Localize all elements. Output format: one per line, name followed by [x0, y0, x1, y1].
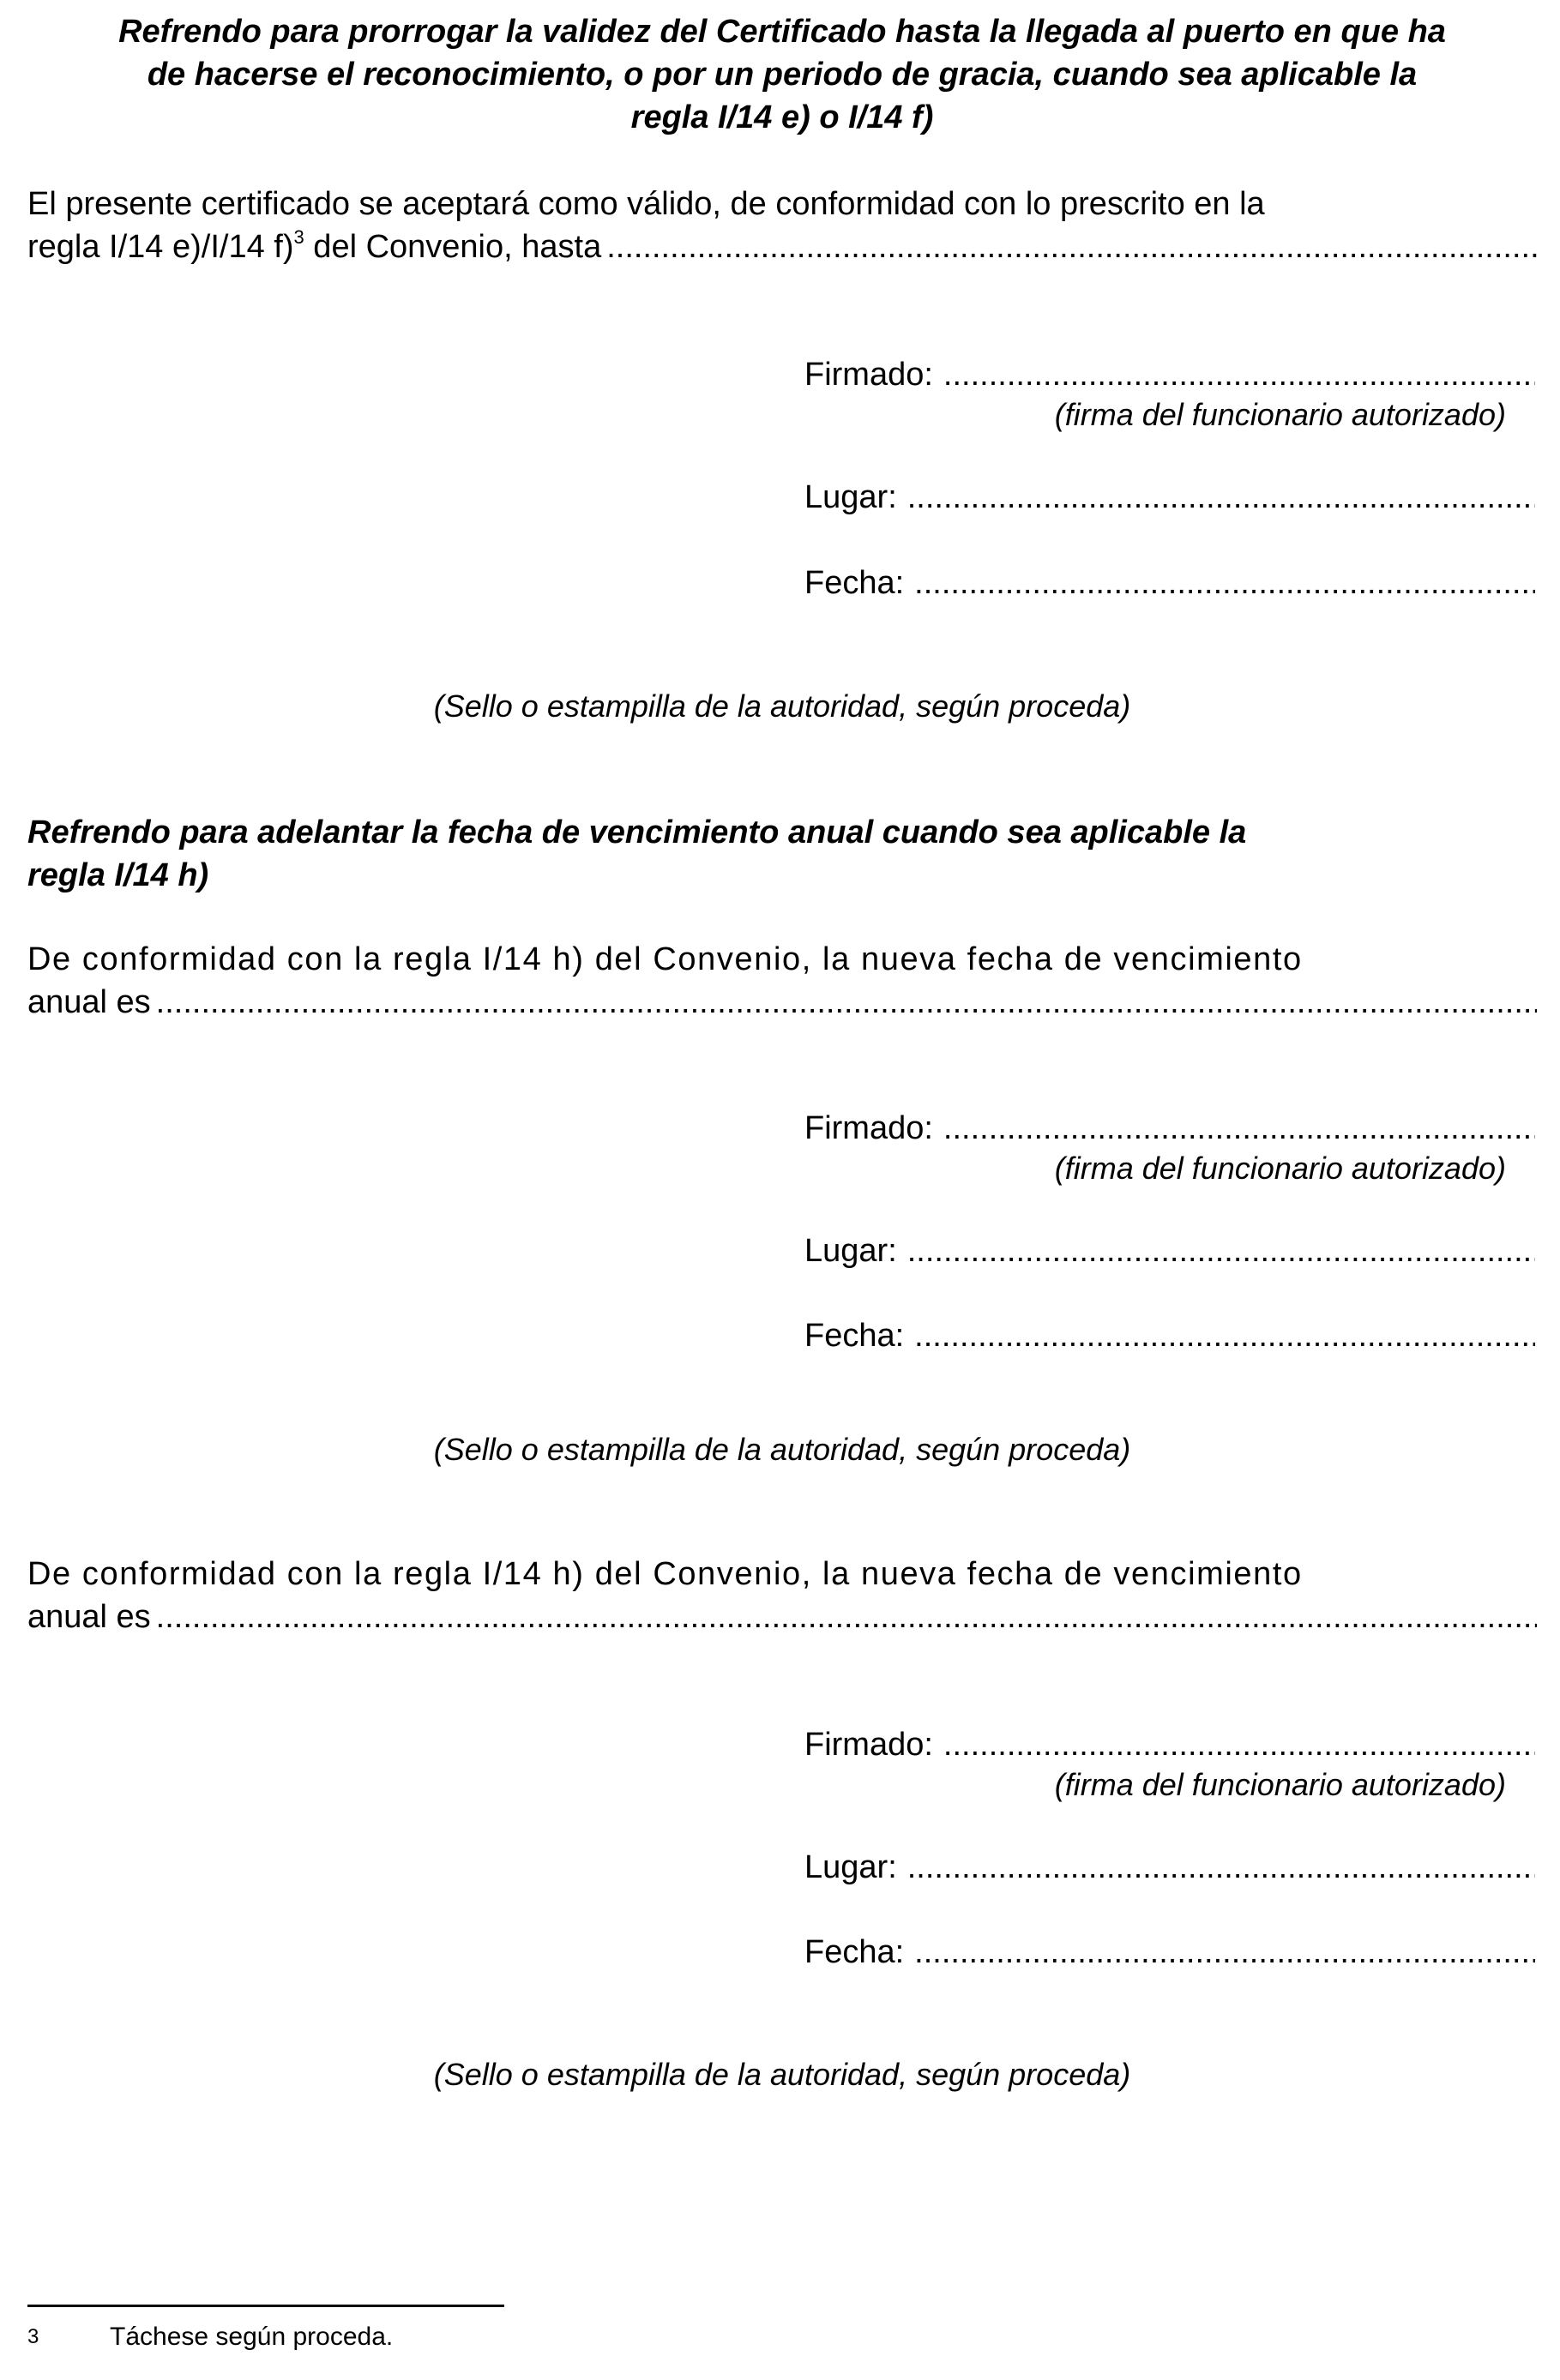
advance-date-paragraph: [27, 1553, 1537, 1638]
signature-hint: (firma del funcionario autorizado): [1054, 1151, 1506, 1186]
date-label: Fecha:: [804, 1318, 905, 1354]
date-dotted-line: [914, 1931, 1535, 1974]
footnote-number: 3: [27, 2325, 39, 2348]
place-field: [804, 476, 1535, 519]
date-dotted-line: [914, 562, 1535, 604]
stamp-note: (Sello o estampilla de la autoridad, según proceda): [433, 1432, 1131, 1467]
paragraph-text: anual es: [27, 984, 151, 1020]
signed-label: Firmado:: [804, 1727, 933, 1763]
heading-line: de hacerse el reconocimiento, o por un periodo de gracia, cuando sea aplicable la: [147, 57, 1418, 93]
place-dotted-line: [907, 1229, 1535, 1272]
paragraph-line: [27, 183, 1537, 225]
paragraph-line: [27, 1596, 1537, 1638]
paragraph-text: De conformidad con la regla I/14 h) del Convenio, la nueva fecha de vencimiento: [27, 1556, 1303, 1592]
signature-hint: (firma del funcionario autorizado): [1054, 397, 1506, 432]
heading-line: regla I/14 e) o I/14 f): [630, 99, 934, 135]
place-field: [804, 1846, 1535, 1889]
signed-label: Firmado:: [804, 357, 933, 393]
signature-dotted-line: [943, 1723, 1535, 1766]
heading-line: Refrendo para prorrogar la validez del Certificado hasta la llegada al puerto en que ha: [118, 14, 1446, 50]
paragraph-line: [27, 1553, 1537, 1596]
paragraph-text: [27, 225, 601, 268]
place-label: Lugar:: [804, 1849, 897, 1885]
paragraph-text-tail: del Convenio, hasta: [304, 229, 602, 265]
signed-label: Firmado:: [804, 1110, 933, 1146]
place-label: Lugar:: [804, 1233, 897, 1269]
signed-field: [804, 353, 1535, 396]
date-field: [804, 1314, 1535, 1357]
stamp-note: (Sello o estampilla de la autoridad, según proceda): [433, 2057, 1131, 2092]
fill-in-dotted-line: [156, 1596, 1537, 1638]
paragraph-line: [27, 981, 1537, 1024]
fill-in-dotted-line: [156, 981, 1537, 1024]
section-heading-extension: [27, 10, 1537, 139]
date-field: [804, 562, 1535, 604]
date-dotted-line: [914, 1314, 1535, 1357]
date-label: Fecha:: [804, 565, 905, 601]
place-field: [804, 1229, 1535, 1272]
stamp-note: (Sello o estampilla de la autoridad, según proceda): [433, 688, 1131, 724]
date-label: Fecha:: [804, 1934, 905, 1970]
signature-hint: (firma del funcionario autorizado): [1054, 1767, 1506, 1802]
paragraph-text: El presente certificado se aceptará como válido, de conformidad con lo prescrito en la: [27, 186, 1265, 222]
place-label: Lugar:: [804, 479, 897, 515]
fill-in-dotted-line: [606, 225, 1537, 268]
heading-line: regla I/14 h): [27, 857, 209, 893]
footnote-text: Táchese según proceda.: [110, 2323, 394, 2351]
place-dotted-line: [907, 476, 1535, 519]
heading-line: Refrendo para adelantar la fecha de vencimiento anual cuando sea aplicable la: [27, 814, 1247, 850]
advance-date-paragraph: [27, 938, 1537, 1024]
footnote-separator: [27, 2305, 504, 2307]
extension-paragraph: [27, 183, 1537, 268]
signature-dotted-line: [943, 353, 1535, 396]
paragraph-text: anual es: [27, 1599, 151, 1635]
paragraph-text: De conformidad con la regla I/14 h) del Convenio, la nueva fecha de vencimiento: [27, 941, 1303, 977]
date-field: [804, 1931, 1535, 1974]
place-dotted-line: [907, 1846, 1535, 1889]
rule-reference: regla I/14 e)/I/14 f): [27, 229, 294, 265]
signature-dotted-line: [943, 1107, 1535, 1150]
signed-field: [804, 1723, 1535, 1766]
footnote: [27, 2320, 393, 2354]
paragraph-line: [27, 938, 1537, 981]
footnote-marker: 3: [293, 226, 304, 249]
paragraph-line: [27, 225, 1537, 268]
section-heading-advance-date: [27, 811, 1537, 897]
signed-field: [804, 1107, 1535, 1150]
